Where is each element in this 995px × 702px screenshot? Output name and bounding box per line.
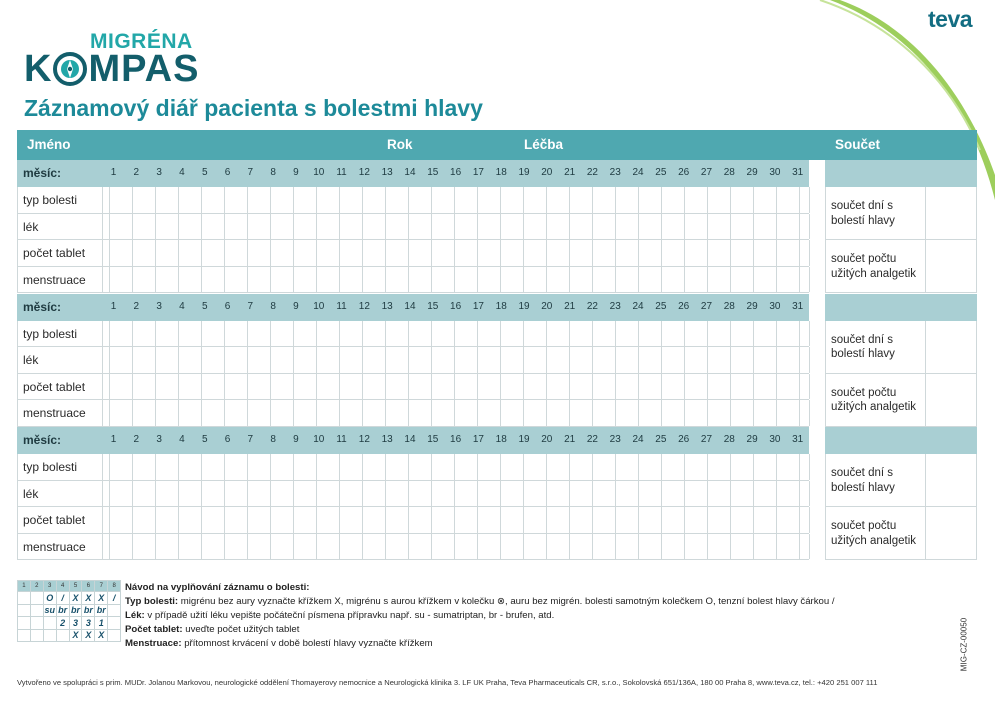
mini-cell: su xyxy=(44,605,55,616)
day-number: 10 xyxy=(313,167,325,178)
mini-cell xyxy=(108,617,121,630)
mini-cell xyxy=(30,604,43,617)
day-number: 11 xyxy=(336,434,347,445)
day-number: 4 xyxy=(179,167,185,178)
sum-cell xyxy=(825,187,977,240)
footer-credits: Vytvořeno ve spolupráci s prim. MUDr. Jolanou Markovou, neurologické oddělení Thomayerovy nemocnice a Neurologická klinika 3. LF UK Praha, Teva Pharmaceuticals CR, s.r.o., Sokolovská 651/136A, 180 00 Praha 8, www.teva.cz, tel.: +420 251 007 111 xyxy=(17,678,878,687)
sum-input-box[interactable] xyxy=(925,321,977,373)
day-number: 2 xyxy=(133,300,140,312)
mini-cell xyxy=(30,592,43,605)
legend-tablets-text: uveďte počet užitých tablet xyxy=(185,623,300,635)
mini-day-number: 2 xyxy=(30,581,43,592)
day-number: 27 xyxy=(700,434,713,445)
day-cells[interactable] xyxy=(103,187,810,213)
sum-input-box[interactable] xyxy=(925,374,977,426)
mini-cell: X xyxy=(69,629,82,642)
day-number: 11 xyxy=(336,300,347,312)
day-number: 18 xyxy=(495,434,507,445)
mini-day-number: 5 xyxy=(69,581,82,592)
header-sum: Součet xyxy=(835,137,881,152)
day-number: 30 xyxy=(769,434,781,445)
day-number: 21 xyxy=(564,300,576,312)
sum-cell xyxy=(825,507,977,560)
mini-day-number: 7 xyxy=(95,581,108,592)
sum-cell xyxy=(825,321,977,374)
day-number: 6 xyxy=(224,167,231,178)
day-number: 7 xyxy=(247,434,254,445)
mini-cell: X xyxy=(95,592,108,605)
day-number: 21 xyxy=(564,434,576,445)
day-cells[interactable] xyxy=(103,481,810,507)
mini-cell: / xyxy=(56,592,69,605)
day-number: 9 xyxy=(293,167,299,178)
mini-cell: X xyxy=(95,629,108,642)
day-number: 26 xyxy=(678,434,690,445)
day-number: 16 xyxy=(450,167,462,178)
row-label: počet tablet xyxy=(23,513,86,528)
day-number: 2 xyxy=(133,434,140,445)
sum-input-box[interactable] xyxy=(925,454,977,506)
diary-row xyxy=(17,400,809,427)
day-number: 31 xyxy=(792,434,804,445)
legend-instructions xyxy=(125,581,835,651)
day-number: 29 xyxy=(746,167,758,178)
row-label: typ bolesti xyxy=(23,326,78,341)
day-number: 8 xyxy=(270,300,276,312)
day-number: 24 xyxy=(632,434,644,445)
month-label: měsíc: xyxy=(23,299,62,314)
mini-cell xyxy=(18,604,31,617)
day-number: 24 xyxy=(632,300,644,312)
day-number: 30 xyxy=(769,167,781,178)
teva-logo: teva xyxy=(928,6,973,32)
row-label: menstruace xyxy=(23,406,86,421)
row-label: typ bolesti xyxy=(23,460,78,474)
legend-tablets-label: Počet tablet: xyxy=(125,623,183,635)
mini-cell xyxy=(18,592,31,605)
day-number: 7 xyxy=(247,300,254,312)
page-title: Záznamový diář pacienta s bolestmi hlavy xyxy=(24,95,483,121)
day-number: 22 xyxy=(586,434,598,445)
day-number: 19 xyxy=(518,434,530,445)
diary-row xyxy=(17,267,809,294)
day-number: 19 xyxy=(518,167,530,178)
mini-cell: 1 xyxy=(95,617,108,630)
diary-row xyxy=(17,481,809,508)
day-number: 1 xyxy=(110,167,117,178)
day-number: 31 xyxy=(792,167,804,178)
sum-label: součet počtu užitých analgetik xyxy=(831,520,917,547)
mini-cell: br xyxy=(83,605,93,616)
day-number: 10 xyxy=(313,300,325,312)
month-block xyxy=(17,294,977,427)
day-number: 29 xyxy=(746,300,758,312)
row-label-cell xyxy=(18,347,103,373)
day-number: 13 xyxy=(381,167,393,178)
day-number: 27 xyxy=(700,167,713,178)
month-label: měsíc: xyxy=(23,166,62,180)
day-number: 9 xyxy=(293,434,299,445)
row-label-cell xyxy=(18,534,103,560)
month-block xyxy=(17,160,977,293)
day-number: 15 xyxy=(427,300,439,312)
day-number: 20 xyxy=(541,300,553,312)
diary-row xyxy=(17,507,809,534)
day-number: 4 xyxy=(179,300,185,312)
mini-cell: X xyxy=(69,592,82,605)
day-number: 12 xyxy=(358,300,370,312)
diary-row xyxy=(17,240,809,267)
legend-heading: Návod na vyplňování záznamu o bolesti: xyxy=(125,582,310,593)
logo-letters-mpas: MPAS xyxy=(88,48,200,90)
diary-row xyxy=(17,347,809,374)
mini-cell xyxy=(108,629,121,642)
mini-cell xyxy=(30,629,43,642)
sum-label: součet dní s bolestí hlavy xyxy=(831,333,895,360)
mini-cell: 3 xyxy=(69,617,82,630)
mini-day-number: 8 xyxy=(108,581,121,592)
day-number: 27 xyxy=(700,300,713,312)
day-number: 28 xyxy=(723,300,735,312)
row-label-cell xyxy=(18,400,103,426)
day-number: 9 xyxy=(293,300,299,312)
sum-label: součet počtu užitých analgetik xyxy=(831,386,917,413)
table-header xyxy=(17,130,977,160)
day-number: 4 xyxy=(179,434,185,445)
row-label: lék xyxy=(23,353,39,368)
day-number: 31 xyxy=(792,300,804,312)
sum-cell xyxy=(825,374,977,427)
mini-cell: 3 xyxy=(82,617,95,630)
compass-icon xyxy=(53,52,87,86)
row-label: lék xyxy=(23,486,39,501)
diary-row xyxy=(17,187,809,214)
legend-menstruation-label: Menstruace: xyxy=(125,637,182,649)
legend-menstruation-text: přítomnost krvácení v době bolestí hlavy vyznačte křížkem xyxy=(184,637,433,649)
sum-cell xyxy=(825,240,977,293)
day-number: 26 xyxy=(678,300,690,312)
mini-cell: / xyxy=(108,592,121,605)
day-number: 20 xyxy=(541,167,553,178)
diary-table xyxy=(17,130,977,562)
day-number: 22 xyxy=(586,167,598,178)
day-number: 14 xyxy=(404,434,416,445)
row-label-cell xyxy=(18,454,103,480)
logo-bottom-text xyxy=(24,49,199,89)
day-cells[interactable] xyxy=(103,347,810,373)
day-number: 25 xyxy=(655,167,667,178)
header-treatment: Léčba xyxy=(524,137,564,152)
day-number: 26 xyxy=(678,167,690,178)
sum-label: součet dní s bolestí hlavy xyxy=(831,200,895,227)
day-number: 24 xyxy=(632,167,644,178)
day-cells[interactable] xyxy=(103,507,810,533)
mini-day-number: 1 xyxy=(18,581,31,592)
day-number: 15 xyxy=(427,167,439,178)
mini-cell xyxy=(43,617,56,630)
day-number: 13 xyxy=(381,300,393,312)
mini-cell xyxy=(108,604,121,617)
day-number: 6 xyxy=(224,434,231,445)
month-row-sum-area xyxy=(825,294,977,321)
month-label: měsíc: xyxy=(23,433,62,447)
day-number: 22 xyxy=(586,300,598,312)
day-number: 10 xyxy=(313,434,325,445)
day-number: 23 xyxy=(609,434,621,445)
day-number: 3 xyxy=(156,167,162,178)
day-number: 29 xyxy=(746,434,758,445)
day-number: 25 xyxy=(655,300,667,312)
month-row xyxy=(17,294,809,321)
legend-pain-type-text: migrénu bez aury vyznačte křížkem X, migrénu s aurou křížkem v kolečku ⊗, auru bez migrén. bolesti samotným kolečkem O, tenzní bolest hlavy čárkou / xyxy=(180,595,835,607)
mini-day-number: 4 xyxy=(56,581,69,592)
header-name: Jméno xyxy=(27,137,71,152)
sum-label: součet dní s bolestí hlavy xyxy=(831,467,895,494)
row-label: počet tablet xyxy=(23,379,86,394)
row-label: menstruace xyxy=(23,539,86,554)
day-cells[interactable] xyxy=(103,400,810,426)
day-cells[interactable] xyxy=(103,374,810,400)
sum-input-box[interactable] xyxy=(925,507,977,559)
day-number: 18 xyxy=(495,300,507,312)
day-number: 17 xyxy=(472,167,484,178)
row-label-cell xyxy=(18,214,103,240)
mini-cell xyxy=(56,629,69,642)
day-number: 1 xyxy=(110,434,117,445)
day-number: 13 xyxy=(381,434,393,445)
day-number: 28 xyxy=(723,167,735,178)
mini-cell: br xyxy=(58,605,68,616)
diary-row xyxy=(17,374,809,401)
day-number: 19 xyxy=(518,300,530,312)
diary-row xyxy=(17,534,809,561)
day-number: 2 xyxy=(133,167,140,178)
day-number: 3 xyxy=(156,434,162,445)
row-label: počet tablet xyxy=(23,246,86,261)
day-number: 20 xyxy=(541,434,553,445)
month-row-sum-area xyxy=(825,427,977,454)
day-number: 21 xyxy=(564,167,576,178)
mini-day-number: 6 xyxy=(82,581,95,592)
header-year: Rok xyxy=(387,137,413,152)
diary-row xyxy=(17,454,809,481)
migrena-kompas-logo xyxy=(24,30,224,90)
legend-drug-text: v případě užití léku vepište počáteční písmena přípravku např. su - sumatriptan, br - brufen, atd. xyxy=(147,609,555,621)
row-label-cell xyxy=(18,374,103,400)
day-number: 17 xyxy=(472,434,484,445)
day-number: 14 xyxy=(404,167,416,178)
sum-input-box[interactable] xyxy=(925,187,977,239)
row-label-cell xyxy=(18,187,103,213)
day-number: 14 xyxy=(404,300,416,312)
row-label: typ bolesti xyxy=(23,193,78,207)
day-number: 5 xyxy=(201,434,208,445)
day-number: 12 xyxy=(358,434,370,445)
legend-example-table xyxy=(17,580,121,642)
mini-cell xyxy=(18,629,31,642)
day-number: 8 xyxy=(270,434,276,445)
sum-label: součet počtu užitých analgetik xyxy=(831,253,917,280)
sum-cell xyxy=(825,454,977,507)
day-number: 23 xyxy=(609,300,621,312)
mini-cell xyxy=(18,617,31,630)
row-label: lék xyxy=(23,219,39,234)
day-cells[interactable] xyxy=(103,454,810,480)
row-label-cell xyxy=(18,240,103,266)
day-number: 11 xyxy=(336,167,347,178)
mini-cell xyxy=(30,617,43,630)
mini-cell xyxy=(43,629,56,642)
day-number: 16 xyxy=(450,434,462,445)
day-number: 23 xyxy=(609,167,621,178)
day-number: 5 xyxy=(201,167,208,178)
day-cells[interactable] xyxy=(103,267,810,293)
document-code: MIG-CZ-00050 xyxy=(959,617,969,672)
row-label-cell xyxy=(18,507,103,533)
day-number: 25 xyxy=(655,434,667,445)
sum-input-box[interactable] xyxy=(925,240,977,292)
day-number: 18 xyxy=(495,167,507,178)
mini-cell: X xyxy=(82,592,95,605)
logo-top-text: MIGRÉNA xyxy=(90,30,193,53)
day-cells[interactable] xyxy=(103,240,810,266)
day-number: 8 xyxy=(270,167,276,178)
day-number: 15 xyxy=(427,434,439,445)
day-number: 28 xyxy=(723,434,735,445)
day-number: 3 xyxy=(156,300,162,312)
day-number: 16 xyxy=(450,300,462,312)
diary-row xyxy=(17,321,809,348)
row-label: menstruace xyxy=(23,272,86,287)
logo-letter-k: K xyxy=(24,48,53,90)
day-cells[interactable] xyxy=(103,214,810,240)
day-number: 6 xyxy=(224,300,231,312)
month-row-sum-area xyxy=(825,160,977,187)
mini-day-number: 3 xyxy=(43,581,56,592)
day-number: 7 xyxy=(247,167,254,178)
legend-drug-label: Lék: xyxy=(125,609,145,621)
mini-cell: br xyxy=(71,605,80,616)
row-label-cell xyxy=(18,267,103,293)
mini-cell: O xyxy=(43,592,56,605)
day-cells[interactable] xyxy=(103,321,810,347)
mini-cell: 2 xyxy=(56,617,69,630)
month-block xyxy=(17,427,977,560)
mini-cell: X xyxy=(82,629,95,642)
month-row xyxy=(17,160,809,187)
day-cells[interactable] xyxy=(103,534,810,560)
day-number: 1 xyxy=(110,300,117,312)
legend-pain-type-label: Typ bolesti: xyxy=(125,595,179,607)
row-label-cell xyxy=(18,481,103,507)
diary-row xyxy=(17,214,809,241)
mini-cell: br xyxy=(96,605,106,616)
day-number: 17 xyxy=(472,300,484,312)
month-row xyxy=(17,427,809,454)
day-number: 30 xyxy=(769,300,781,312)
day-number: 12 xyxy=(358,167,370,178)
day-number: 5 xyxy=(201,300,208,312)
row-label-cell xyxy=(18,321,103,347)
